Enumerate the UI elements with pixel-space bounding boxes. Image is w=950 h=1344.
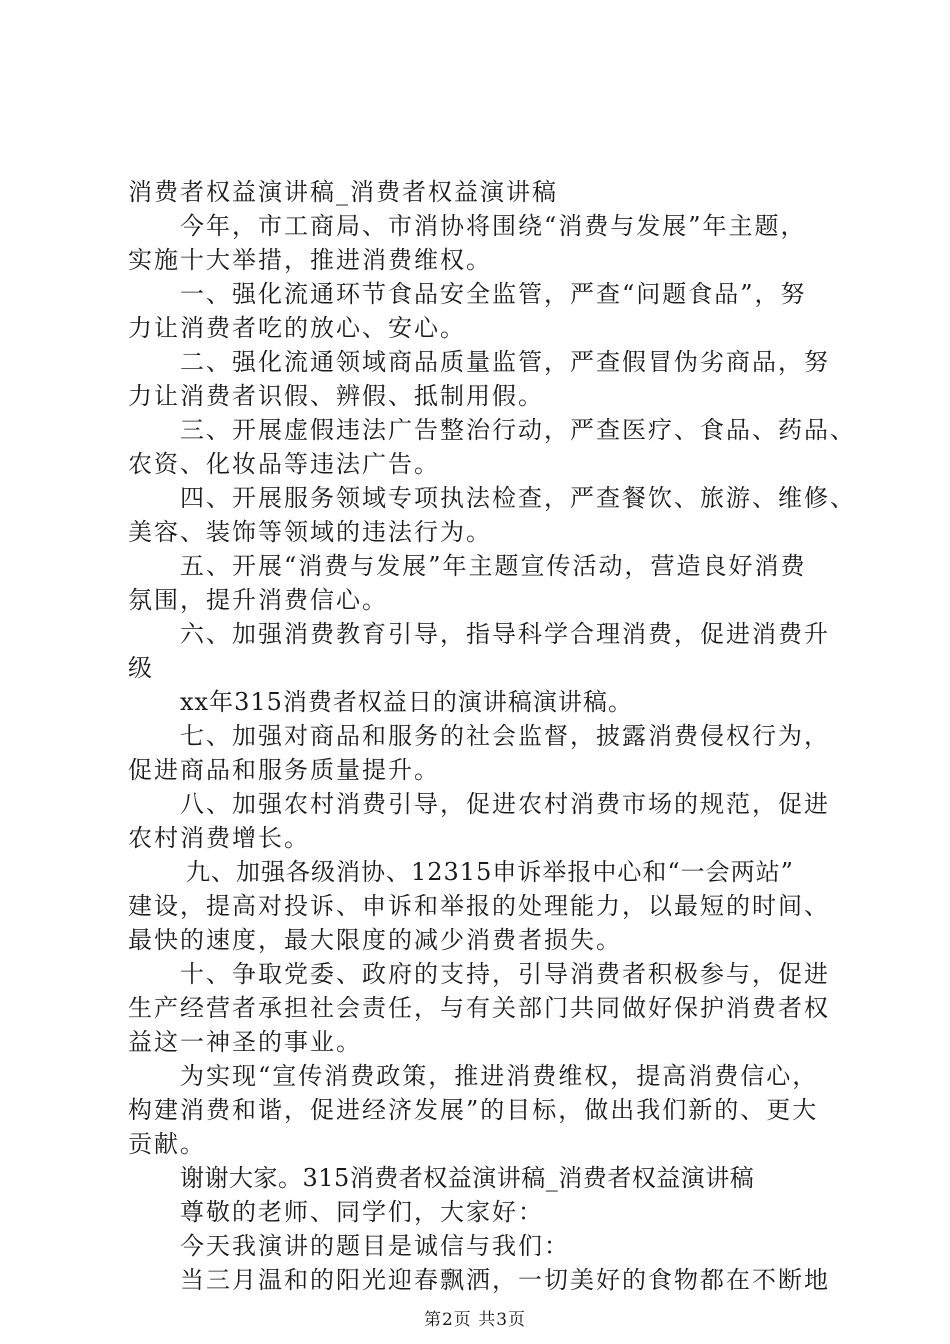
text-line: 力让消费者识假、辨假、抵制用假。 <box>128 382 544 410</box>
text-line: 今天我演讲的题目是诚信与我们： <box>180 1232 570 1260</box>
text-line: 当三月温和的阳光迎春飘洒，一切美好的食物都在不断地 <box>180 1266 830 1294</box>
text-line: 十、争取党委、政府的支持，引导消费者积极参与，促进 <box>180 960 830 988</box>
text-line: 八、加强农村消费引导，促进农村消费市场的规范，促进 <box>180 790 830 818</box>
text-line: 力让消费者吃的放心、安心。 <box>128 314 466 342</box>
text-line: 农资、化妆品等违法广告。 <box>128 450 440 478</box>
text-line: 谢谢大家。315消费者权益演讲稿_消费者权益演讲稿 <box>180 1164 755 1192</box>
text-line: 九、加强各级消协、12315申诉举报中心和“一会两站” <box>186 858 794 886</box>
text-line: 促进商品和服务质量提升。 <box>128 756 440 784</box>
document-title: 消费者权益演讲稿_消费者权益演讲稿 <box>128 178 558 206</box>
text-line: 氛围，提升消费信心。 <box>128 586 388 614</box>
text-line: 今年，市工商局、市消协将围绕“消费与发展”年主题， <box>180 212 807 240</box>
text-line: 尊敬的老师、同学们，大家好： <box>180 1198 544 1226</box>
text-line: 一、强化流通环节食品安全监管，严查“问题食品”，努 <box>180 280 807 308</box>
text-line: 农村消费增长。 <box>128 824 310 852</box>
text-line: 六、加强消费教育引导，指导科学合理消费，促进消费升 <box>180 620 830 648</box>
text-line: 七、加强对商品和服务的社会监督，披露消费侵权行为， <box>180 722 830 750</box>
text-line: 贡献。 <box>128 1130 206 1158</box>
text-line: 建设，提高对投诉、申诉和举报的处理能力，以最短的时间、 <box>128 892 830 920</box>
text-line: 二、强化流通领域商品质量监管，严查假冒伪劣商品，努 <box>180 348 830 376</box>
text-line: 四、开展服务领域专项执法检查，严查餐饮、旅游、维修、 <box>180 484 856 512</box>
text-line: 益这一神圣的事业。 <box>128 1028 362 1056</box>
text-line: 为实现“宣传消费政策，推进消费维权，提高消费信心， <box>180 1062 819 1090</box>
text-line: 构建消费和谐，促进经济发展”的目标，做出我们新的、更大 <box>128 1096 819 1124</box>
text-line: 美容、装饰等领域的违法行为。 <box>128 518 492 546</box>
text-line: 级 <box>128 654 154 682</box>
text-line: 生产经营者承担社会责任，与有关部门共同做好保护消费者权 <box>128 994 830 1022</box>
text-line: 最快的速度，最大限度的减少消费者损失。 <box>128 926 622 954</box>
text-line: xx年315消费者权益日的演讲稿演讲稿。 <box>180 688 633 716</box>
text-line: 实施十大举措，推进消费维权。 <box>128 246 492 274</box>
page-number-footer: 第2页 共3页 <box>423 1310 527 1330</box>
text-line: 三、开展虚假违法广告整治行动，严查医疗、食品、药品、 <box>180 416 856 444</box>
text-line: 五、开展“消费与发展”年主题宣传活动，营造良好消费 <box>180 552 807 580</box>
